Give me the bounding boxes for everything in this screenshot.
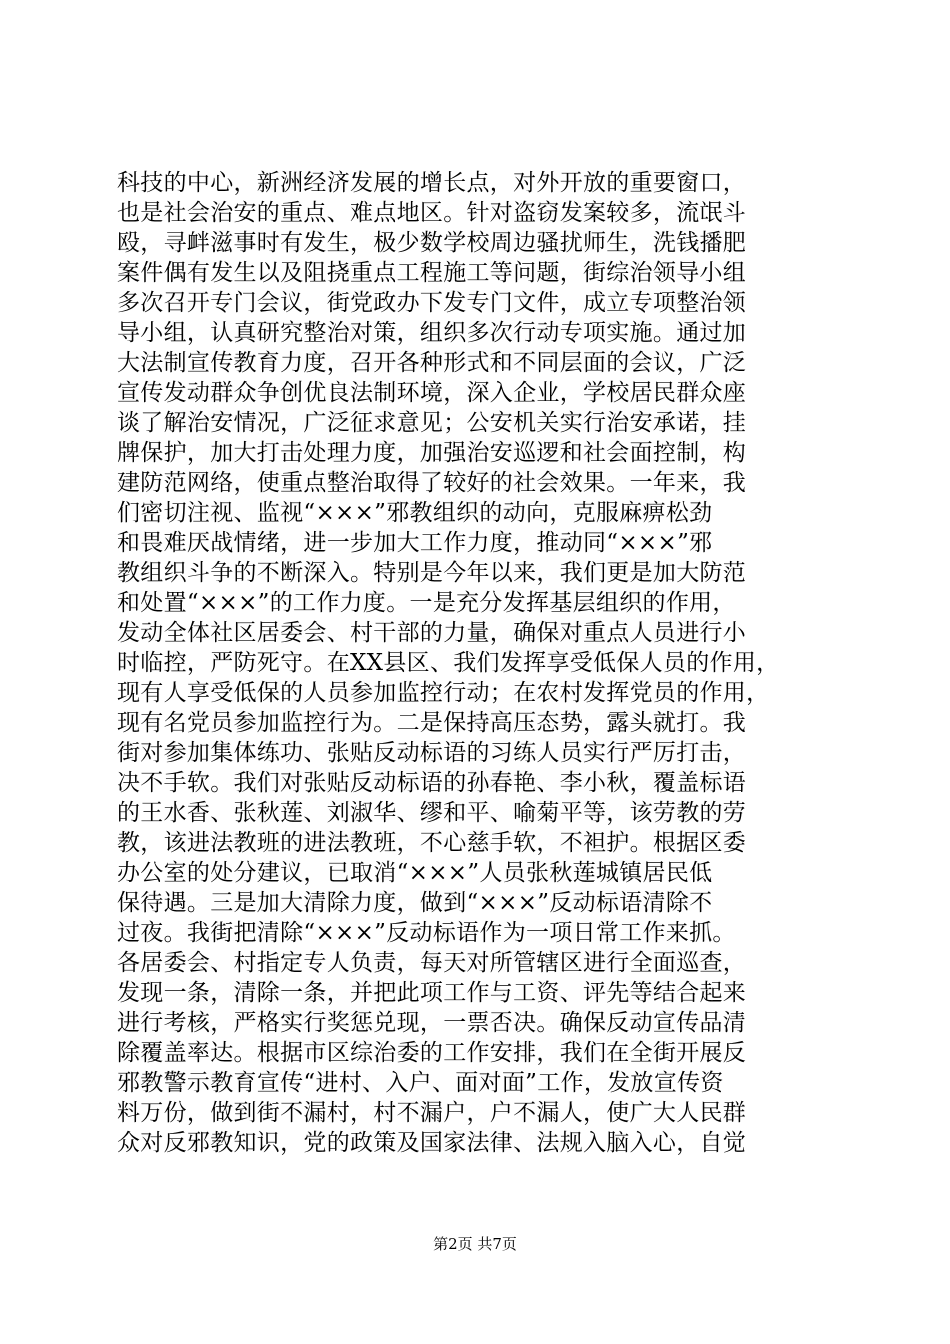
- text-line: 发现一条，清除一条，并把此项工作与工资、评先等结合起来: [117, 980, 747, 1006]
- text-line: 办公室的处分建议，已取消“×××”人员张秋莲城镇居民低: [117, 860, 713, 886]
- text-line: 街对参加集体练功、张贴反动标语的习练人员实行严厉打击，: [117, 740, 747, 766]
- text-line: 时临控，严防死守。在XX县区、我们发挥享受低保人员的作用，: [117, 650, 780, 676]
- text-line: 也是社会治安的重点、难点地区。针对盗窃发案较多，流氓斗: [117, 200, 747, 226]
- text-line: 大法制宣传教育力度，召开各种形式和不同层面的会议，广泛: [117, 350, 747, 376]
- text-line: 教组织斗争的不断深入。特别是今年以来，我们更是加大防范: [117, 560, 747, 586]
- text-line: 保待遇。三是加大清除力度，做到“×××”反动标语清除不: [117, 890, 713, 916]
- text-line: 们密切注视、监视“×××”邪教组织的动向，克服麻痹松劲: [117, 500, 713, 526]
- text-line: 众对反邪教知识，党的政策及国家法律、法规入脑入心，自觉: [117, 1130, 747, 1156]
- text-line: 决不手软。我们对张贴反动标语的孙春艳、李小秋，覆盖标语: [117, 770, 747, 796]
- text-line: 过夜。我街把清除“×××”反动标语作为一项日常工作来抓。: [117, 920, 736, 946]
- text-line: 除覆盖率达。根据市区综治委的工作安排，我们在全街开展反: [117, 1040, 747, 1066]
- text-line: 教，该进法教班的进法教班，不心慈手软，不袒护。根据区委: [117, 830, 747, 856]
- text-line: 科技的中心，新洲经济发展的增长点，对外开放的重要窗口，: [117, 170, 747, 196]
- text-line: 邪教警示教育宣传“进村、入户、面对面”工作，发放宣传资: [117, 1070, 724, 1096]
- text-line: 和处置“×××”的工作力度。一是充分发挥基层组织的作用，: [117, 590, 736, 616]
- text-line: 发动全体社区居委会、村干部的力量，确保对重点人员进行小: [117, 620, 747, 646]
- text-line: 建防范网络，使重点整治取得了较好的社会效果。一年来，我: [117, 470, 747, 496]
- text-line: 多次召开专门会议，街党政办下发专门文件，成立专项整治领: [117, 290, 747, 316]
- text-line: 现有人享受低保的人员参加监控行动；在农村发挥党员的作用，: [117, 680, 770, 706]
- text-line: 案件偶有发生以及阻挠重点工程施工等问题，街综治领导小组: [117, 260, 747, 286]
- text-line: 现有名党员参加监控行为。二是保持高压态势，露头就打。我: [117, 710, 747, 736]
- text-line: 宣传发动群众争创优良法制环境，深入企业，学校居民群众座: [117, 380, 747, 406]
- text-line: 牌保护，加大打击处理力度，加强治安巡逻和社会面控制，构: [117, 440, 747, 466]
- body-text: [117, 168, 837, 1158]
- page-number-footer: 第2页 共7页: [433, 1235, 517, 1253]
- text-line: 和畏难厌战情绪，进一步加大工作力度，推动同“×××”邪: [117, 530, 713, 556]
- text-line: 进行考核，严格实行奖惩兑现，一票否决。确保反动宣传品清: [117, 1010, 747, 1036]
- text-line: 谈了解治安情况，广泛征求意见；公安机关实行治安承诺，挂: [117, 410, 747, 436]
- text-line: 殴，寻衅滋事时有发生，极少数学校周边骚扰师生，洗钱播肥: [117, 230, 747, 256]
- text-line: 料万份，做到街不漏村，村不漏户，户不漏人，使广大人民群: [117, 1100, 747, 1126]
- text-line: 导小组，认真研究整治对策，组织多次行动专项实施。通过加: [117, 320, 747, 346]
- text-line: 各居委会、村指定专人负责，每天对所管辖区进行全面巡查，: [117, 950, 747, 976]
- text-line: 的王水香、张秋莲、刘淑华、缪和平、喻菊平等，该劳教的劳: [117, 800, 747, 826]
